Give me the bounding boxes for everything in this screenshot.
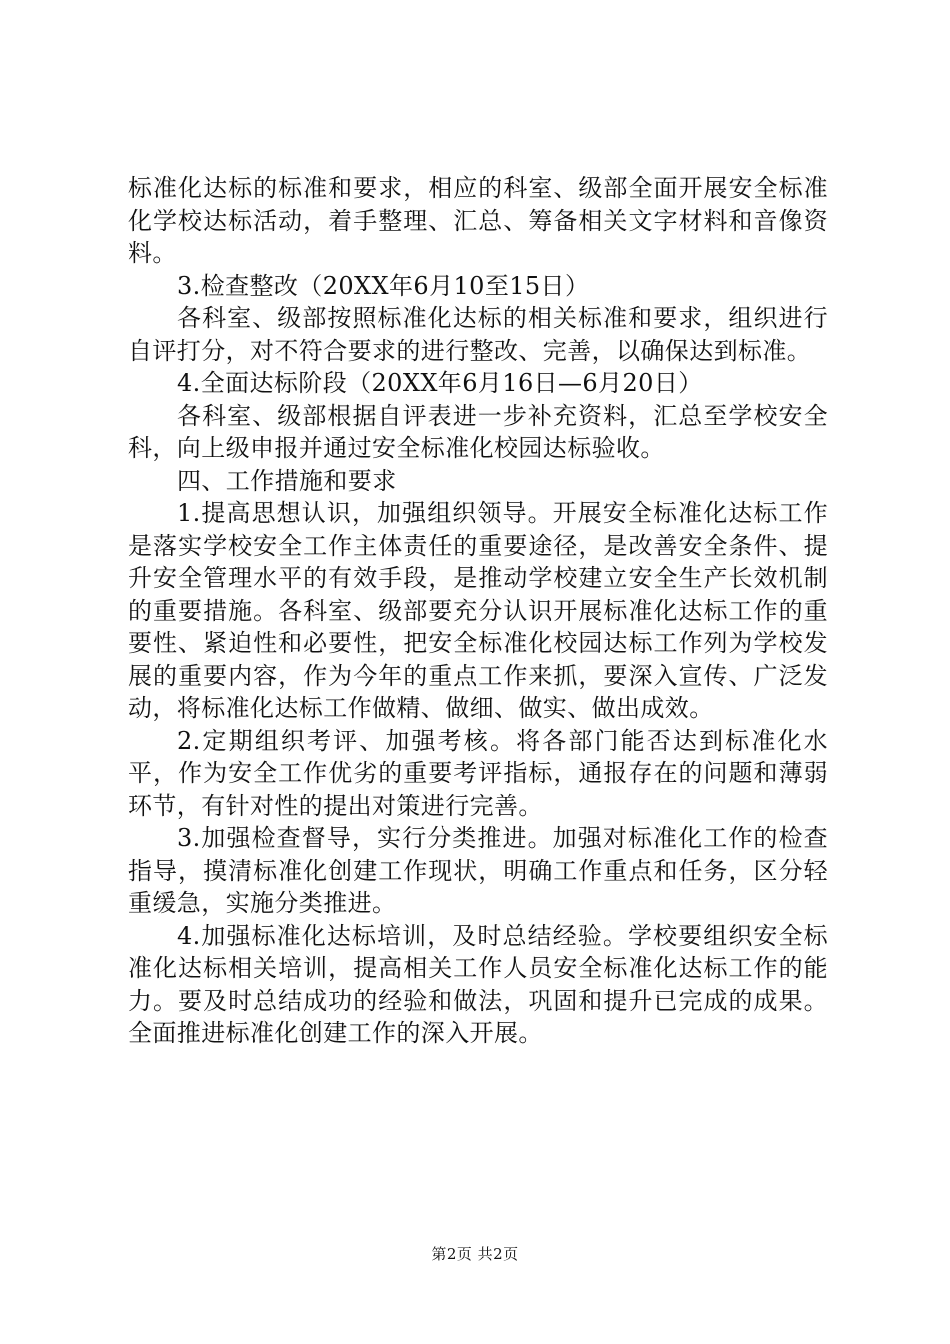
paragraph-inspection: 各科室、级部按照标准化达标的相关标准和要求，组织进行自评打分，对不符合要求的进行整改、完善，以确保达到标准。	[128, 304, 828, 365]
section-heading-measures: 四、工作措施和要求	[177, 466, 397, 495]
paragraph-measure-3: 3.加强检查督导，实行分类推进。加强对标准化工作的检查指导，摸清标准化创建工作现状，明确工作重点和任务，区分轻重缓急，实施分类推进。	[128, 824, 828, 917]
paragraph-compliance: 各科室、级部根据自评表进一步补充资料，汇总至学校安全科，向上级申报并通过安全标准化校园达标验收。	[128, 401, 828, 462]
document-body	[128, 172, 828, 1050]
paragraph-continued: 标准化达标的标准和要求，相应的科室、级部全面开展安全标准化学校达标活动，着手整理、汇总、筹备相关文字材料和音像资料。	[128, 174, 828, 267]
paragraph-measure-2: 2.定期组织考评、加强考核。将各部门能否达到标准化水平，作为安全工作优劣的重要考评指标，通报存在的问题和薄弱环节，有针对性的提出对策进行完善。	[128, 726, 828, 820]
page-footer: 第2页 共2页	[431, 1245, 519, 1263]
paragraph-measure-4: 4.加强标准化达标培训，及时总结经验。学校要组织安全标准化达标相关培训，提高相关工作人员安全标准化达标工作的能力。要及时总结成功的经验和做法，巩固和提升已完成的成果。全面推进标准化创建工作的深入开展。	[128, 921, 828, 1047]
paragraph-measure-1: 1.提高思想认识，加强组织领导。开展安全标准化达标工作是落实学校安全工作主体责任的重要途径，是改善安全条件、提升安全管理水平的有效手段，是推动学校建立安全生产长效机制的重要措施。各科室、级部要充分认识开展标准化达标工作的重要性、紧迫性和必要性，把安全标准化校园达标工作列为学校发展的重要内容，作为今年的重点工作来抓，要深入宣传、广泛发动，将标准化达标工作做精、做细、做实、做出成效。	[128, 499, 828, 722]
section-heading-compliance: 4.全面达标阶段（20XX年6月16日—6月20日）	[177, 369, 703, 397]
section-heading-inspection: 3.检查整改（20XX年6月10至15日）	[177, 271, 590, 300]
